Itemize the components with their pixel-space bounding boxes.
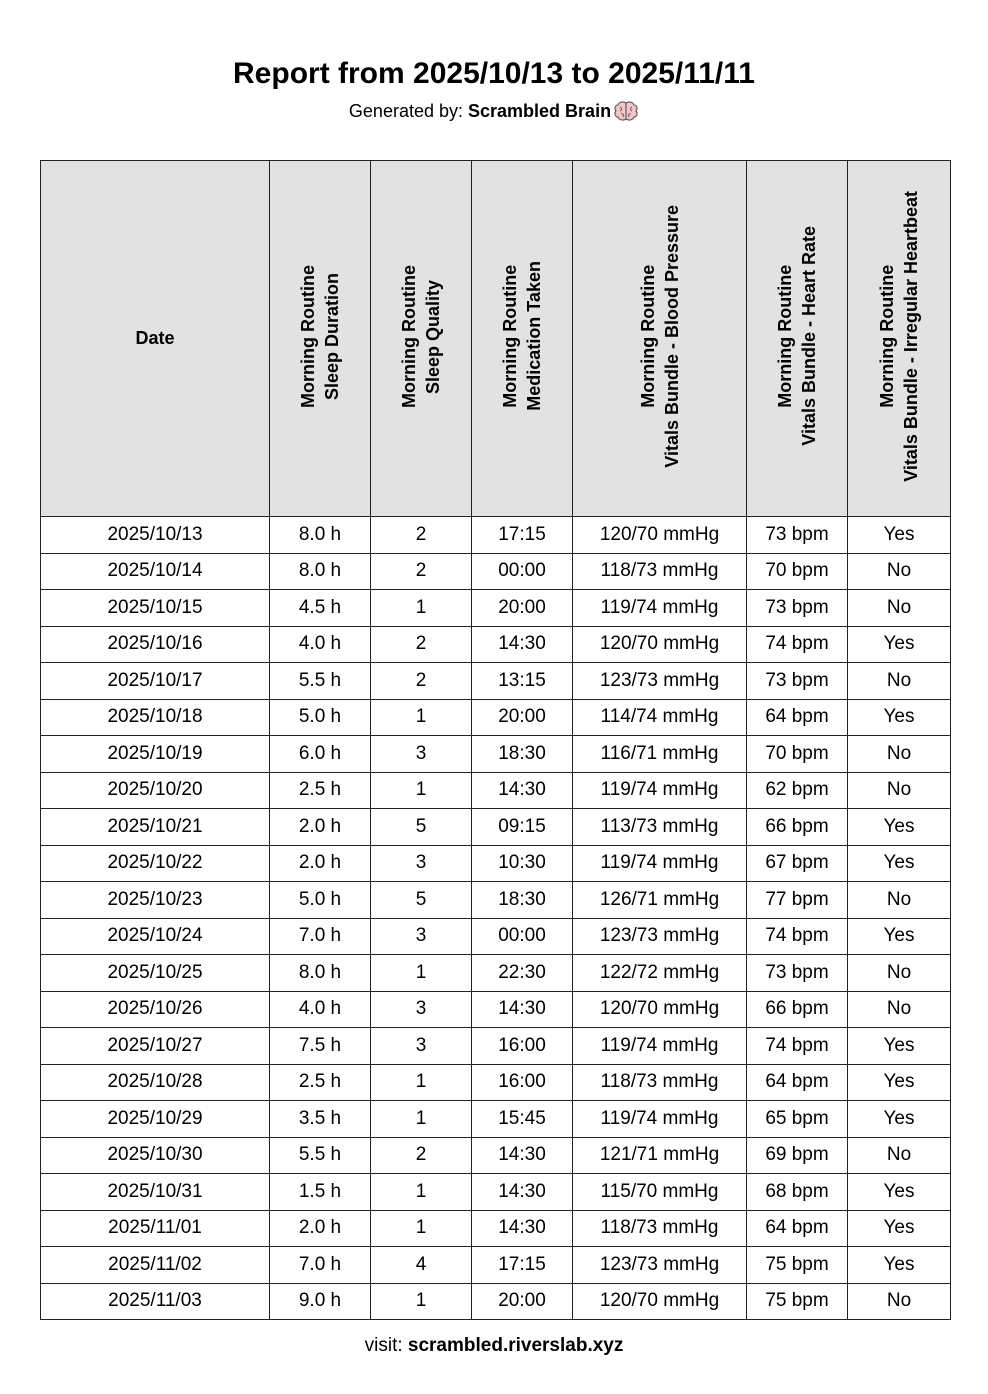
cell-irregular-heartbeat: Yes xyxy=(848,1064,951,1101)
table-row xyxy=(41,553,951,590)
cell-irregular-heartbeat: Yes xyxy=(848,699,951,736)
cell-heart-rate: 69 bpm xyxy=(747,1137,848,1174)
column-header-date: Date xyxy=(41,161,270,517)
cell-sleep-quality: 3 xyxy=(371,736,472,773)
cell-heart-rate: 75 bpm xyxy=(747,1283,848,1320)
cell-heart-rate: 65 bpm xyxy=(747,1101,848,1138)
table-body xyxy=(41,517,951,1320)
cell-medication-taken: 15:45 xyxy=(472,1101,573,1138)
cell-irregular-heartbeat: No xyxy=(848,955,951,992)
cell-date: 2025/10/28 xyxy=(41,1064,270,1101)
cell-sleep-duration: 5.0 h xyxy=(270,882,371,919)
cell-medication-taken: 18:30 xyxy=(472,736,573,773)
table-row xyxy=(41,1064,951,1101)
cell-irregular-heartbeat: Yes xyxy=(848,845,951,882)
cell-blood-pressure: 123/73 mmHg xyxy=(573,1247,747,1284)
table-row xyxy=(41,1137,951,1174)
cell-sleep-duration: 2.5 h xyxy=(270,1064,371,1101)
cell-heart-rate: 66 bpm xyxy=(747,809,848,846)
cell-blood-pressure: 118/73 mmHg xyxy=(573,1210,747,1247)
cell-sleep-quality: 1 xyxy=(371,1283,472,1320)
cell-blood-pressure: 119/74 mmHg xyxy=(573,1028,747,1065)
cell-blood-pressure: 120/70 mmHg xyxy=(573,626,747,663)
report-table xyxy=(40,160,951,1320)
cell-medication-taken: 14:30 xyxy=(472,1137,573,1174)
cell-sleep-duration: 7.0 h xyxy=(270,918,371,955)
cell-heart-rate: 75 bpm xyxy=(747,1247,848,1284)
cell-blood-pressure: 113/73 mmHg xyxy=(573,809,747,846)
cell-sleep-duration: 5.5 h xyxy=(270,1137,371,1174)
cell-sleep-duration: 7.0 h xyxy=(270,1247,371,1284)
cell-blood-pressure: 123/73 mmHg xyxy=(573,663,747,700)
cell-irregular-heartbeat: No xyxy=(848,553,951,590)
cell-sleep-quality: 5 xyxy=(371,882,472,919)
cell-sleep-duration: 5.0 h xyxy=(270,699,371,736)
cell-medication-taken: 00:00 xyxy=(472,918,573,955)
cell-medication-taken: 14:30 xyxy=(472,626,573,663)
cell-irregular-heartbeat: No xyxy=(848,1283,951,1320)
cell-sleep-duration: 4.0 h xyxy=(270,991,371,1028)
cell-blood-pressure: 122/72 mmHg xyxy=(573,955,747,992)
cell-blood-pressure: 120/70 mmHg xyxy=(573,517,747,554)
cell-sleep-quality: 1 xyxy=(371,590,472,627)
table-row xyxy=(41,918,951,955)
generated-by-label: Generated by: xyxy=(348,101,463,121)
table-row xyxy=(41,991,951,1028)
cell-medication-taken: 18:30 xyxy=(472,882,573,919)
table-row xyxy=(41,1028,951,1065)
cell-date: 2025/10/15 xyxy=(41,590,270,627)
cell-sleep-quality: 4 xyxy=(371,1247,472,1284)
cell-sleep-quality: 5 xyxy=(371,809,472,846)
table-row xyxy=(41,772,951,809)
cell-irregular-heartbeat: No xyxy=(848,882,951,919)
cell-medication-taken: 14:30 xyxy=(472,991,573,1028)
cell-irregular-heartbeat: Yes xyxy=(848,1028,951,1065)
cell-irregular-heartbeat: Yes xyxy=(848,1174,951,1211)
table-row xyxy=(41,736,951,773)
generated-by xyxy=(0,99,988,123)
cell-date: 2025/10/14 xyxy=(41,553,270,590)
cell-medication-taken: 17:15 xyxy=(472,517,573,554)
cell-irregular-heartbeat: Yes xyxy=(848,517,951,554)
cell-sleep-quality: 2 xyxy=(371,626,472,663)
cell-blood-pressure: 120/70 mmHg xyxy=(573,1283,747,1320)
footer-label: visit: xyxy=(364,1335,403,1356)
cell-sleep-duration: 7.5 h xyxy=(270,1028,371,1065)
cell-medication-taken: 17:15 xyxy=(472,1247,573,1284)
cell-date: 2025/10/18 xyxy=(41,699,270,736)
cell-date: 2025/10/23 xyxy=(41,882,270,919)
column-header-irregular-heartbeat: Morning Routine Vitals Bundle - Irregular Heartbeat xyxy=(848,161,951,517)
cell-irregular-heartbeat: No xyxy=(848,772,951,809)
table-row xyxy=(41,517,951,554)
table-row xyxy=(41,1101,951,1138)
cell-date: 2025/10/19 xyxy=(41,736,270,773)
cell-sleep-duration: 2.5 h xyxy=(270,772,371,809)
column-header-blood-pressure: Morning Routine Vitals Bundle - Blood Pressure xyxy=(573,161,747,517)
cell-heart-rate: 66 bpm xyxy=(747,991,848,1028)
cell-heart-rate: 73 bpm xyxy=(747,955,848,992)
cell-medication-taken: 14:30 xyxy=(472,1174,573,1211)
cell-heart-rate: 74 bpm xyxy=(747,918,848,955)
generator-name: Scrambled Brain xyxy=(468,101,612,121)
table-row xyxy=(41,882,951,919)
cell-medication-taken: 20:00 xyxy=(472,1283,573,1320)
cell-medication-taken: 16:00 xyxy=(472,1064,573,1101)
table-row xyxy=(41,845,951,882)
cell-blood-pressure: 119/74 mmHg xyxy=(573,590,747,627)
cell-date: 2025/10/24 xyxy=(41,918,270,955)
cell-date: 2025/10/17 xyxy=(41,663,270,700)
cell-medication-taken: 14:30 xyxy=(472,772,573,809)
cell-heart-rate: 73 bpm xyxy=(747,590,848,627)
cell-date: 2025/10/22 xyxy=(41,845,270,882)
cell-sleep-quality: 1 xyxy=(371,1210,472,1247)
cell-medication-taken: 09:15 xyxy=(472,809,573,846)
cell-irregular-heartbeat: Yes xyxy=(848,1247,951,1284)
cell-irregular-heartbeat: Yes xyxy=(848,626,951,663)
cell-sleep-duration: 2.0 h xyxy=(270,845,371,882)
cell-medication-taken: 20:00 xyxy=(472,590,573,627)
column-header-sleep-quality: Morning Routine Sleep Quality xyxy=(371,161,472,517)
cell-sleep-quality: 1 xyxy=(371,1174,472,1211)
cell-date: 2025/10/20 xyxy=(41,772,270,809)
cell-medication-taken: 22:30 xyxy=(472,955,573,992)
cell-sleep-duration: 8.0 h xyxy=(270,553,371,590)
cell-date: 2025/10/31 xyxy=(41,1174,270,1211)
cell-blood-pressure: 119/74 mmHg xyxy=(573,845,747,882)
column-header-medication-taken: Morning Routine Medication Taken xyxy=(472,161,573,517)
cell-sleep-duration: 4.0 h xyxy=(270,626,371,663)
column-header-sleep-duration: Morning Routine Sleep Duration xyxy=(270,161,371,517)
cell-sleep-quality: 1 xyxy=(371,1064,472,1101)
cell-sleep-duration: 2.0 h xyxy=(270,809,371,846)
cell-medication-taken: 13:15 xyxy=(472,663,573,700)
cell-sleep-quality: 3 xyxy=(371,1028,472,1065)
table-row xyxy=(41,590,951,627)
cell-blood-pressure: 118/73 mmHg xyxy=(573,553,747,590)
cell-heart-rate: 64 bpm xyxy=(747,1064,848,1101)
column-header-heart-rate: Morning Routine Vitals Bundle - Heart Rate xyxy=(747,161,848,517)
cell-blood-pressure: 121/71 mmHg xyxy=(573,1137,747,1174)
cell-date: 2025/10/27 xyxy=(41,1028,270,1065)
brain-icon xyxy=(613,100,639,122)
table-row xyxy=(41,955,951,992)
cell-heart-rate: 77 bpm xyxy=(747,882,848,919)
cell-heart-rate: 74 bpm xyxy=(747,626,848,663)
cell-sleep-quality: 1 xyxy=(371,699,472,736)
cell-sleep-quality: 2 xyxy=(371,1137,472,1174)
cell-date: 2025/11/02 xyxy=(41,1247,270,1284)
cell-sleep-quality: 1 xyxy=(371,955,472,992)
cell-date: 2025/10/13 xyxy=(41,517,270,554)
cell-medication-taken: 10:30 xyxy=(472,845,573,882)
cell-blood-pressure: 115/70 mmHg xyxy=(573,1174,747,1211)
cell-sleep-duration: 8.0 h xyxy=(270,955,371,992)
cell-heart-rate: 70 bpm xyxy=(747,736,848,773)
cell-sleep-duration: 8.0 h xyxy=(270,517,371,554)
cell-blood-pressure: 118/73 mmHg xyxy=(573,1064,747,1101)
cell-sleep-duration: 6.0 h xyxy=(270,736,371,773)
cell-irregular-heartbeat: No xyxy=(848,736,951,773)
cell-date: 2025/10/16 xyxy=(41,626,270,663)
cell-irregular-heartbeat: No xyxy=(848,1137,951,1174)
table-row xyxy=(41,1283,951,1320)
cell-blood-pressure: 114/74 mmHg xyxy=(573,699,747,736)
table-row xyxy=(41,1174,951,1211)
cell-blood-pressure: 126/71 mmHg xyxy=(573,882,747,919)
cell-sleep-quality: 3 xyxy=(371,918,472,955)
cell-irregular-heartbeat: Yes xyxy=(848,918,951,955)
cell-date: 2025/11/03 xyxy=(41,1283,270,1320)
cell-sleep-quality: 2 xyxy=(371,553,472,590)
table-row xyxy=(41,1210,951,1247)
cell-heart-rate: 64 bpm xyxy=(747,699,848,736)
cell-heart-rate: 68 bpm xyxy=(747,1174,848,1211)
cell-sleep-duration: 4.5 h xyxy=(270,590,371,627)
cell-sleep-quality: 3 xyxy=(371,845,472,882)
table-row xyxy=(41,663,951,700)
cell-medication-taken: 00:00 xyxy=(472,553,573,590)
cell-date: 2025/10/26 xyxy=(41,991,270,1028)
cell-sleep-duration: 1.5 h xyxy=(270,1174,371,1211)
cell-heart-rate: 67 bpm xyxy=(747,845,848,882)
cell-date: 2025/11/01 xyxy=(41,1210,270,1247)
cell-sleep-quality: 3 xyxy=(371,991,472,1028)
cell-sleep-duration: 3.5 h xyxy=(270,1101,371,1138)
cell-irregular-heartbeat: Yes xyxy=(848,1101,951,1138)
cell-irregular-heartbeat: No xyxy=(848,663,951,700)
cell-date: 2025/10/30 xyxy=(41,1137,270,1174)
cell-irregular-heartbeat: Yes xyxy=(848,1210,951,1247)
cell-date: 2025/10/25 xyxy=(41,955,270,992)
cell-date: 2025/10/21 xyxy=(41,809,270,846)
cell-blood-pressure: 123/73 mmHg xyxy=(573,918,747,955)
cell-sleep-quality: 2 xyxy=(371,663,472,700)
cell-sleep-quality: 2 xyxy=(371,517,472,554)
table-row xyxy=(41,1247,951,1284)
footer xyxy=(0,1333,988,1359)
cell-heart-rate: 70 bpm xyxy=(747,553,848,590)
cell-irregular-heartbeat: No xyxy=(848,991,951,1028)
cell-heart-rate: 62 bpm xyxy=(747,772,848,809)
footer-link[interactable]: scrambled.riverslab.xyz xyxy=(407,1335,624,1356)
table-row xyxy=(41,809,951,846)
cell-date: 2025/10/29 xyxy=(41,1101,270,1138)
header-row xyxy=(41,161,951,517)
cell-irregular-heartbeat: No xyxy=(848,590,951,627)
cell-medication-taken: 14:30 xyxy=(472,1210,573,1247)
cell-sleep-quality: 1 xyxy=(371,1101,472,1138)
cell-sleep-duration: 9.0 h xyxy=(270,1283,371,1320)
cell-blood-pressure: 120/70 mmHg xyxy=(573,991,747,1028)
cell-medication-taken: 20:00 xyxy=(472,699,573,736)
cell-sleep-duration: 5.5 h xyxy=(270,663,371,700)
cell-medication-taken: 16:00 xyxy=(472,1028,573,1065)
cell-heart-rate: 64 bpm xyxy=(747,1210,848,1247)
table-row xyxy=(41,626,951,663)
report-title: Report from 2025/10/13 to 2025/11/11 xyxy=(233,57,755,90)
cell-irregular-heartbeat: Yes xyxy=(848,809,951,846)
cell-blood-pressure: 119/74 mmHg xyxy=(573,1101,747,1138)
table-row xyxy=(41,699,951,736)
cell-heart-rate: 73 bpm xyxy=(747,663,848,700)
cell-heart-rate: 74 bpm xyxy=(747,1028,848,1065)
cell-sleep-duration: 2.0 h xyxy=(270,1210,371,1247)
cell-sleep-quality: 1 xyxy=(371,772,472,809)
cell-blood-pressure: 119/74 mmHg xyxy=(573,772,747,809)
cell-blood-pressure: 116/71 mmHg xyxy=(573,736,747,773)
cell-heart-rate: 73 bpm xyxy=(747,517,848,554)
